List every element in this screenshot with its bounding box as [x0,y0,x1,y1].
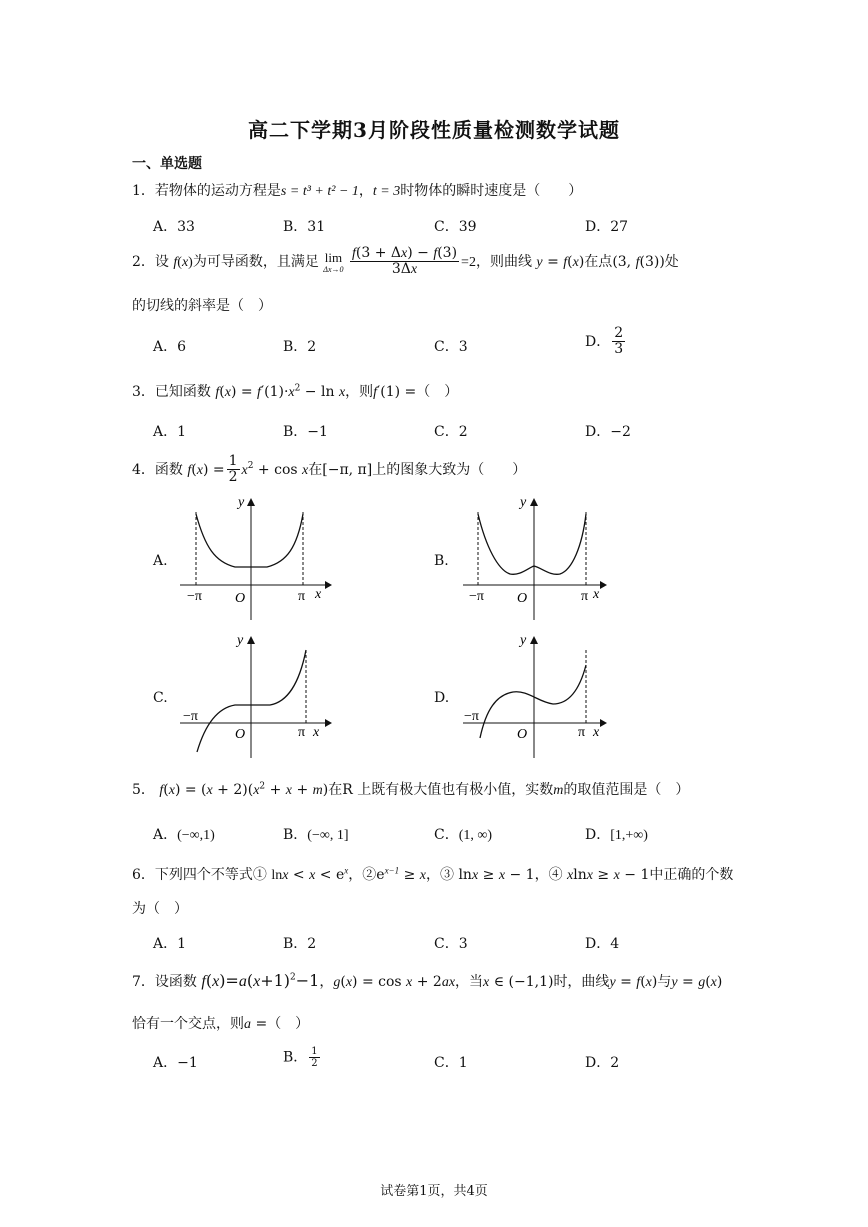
neg-pi-label: −π [187,589,202,604]
question-text: 在 [308,461,323,478]
origin-label: O [517,591,528,606]
question-number: 5． [132,782,155,798]
option-c: C．1 [434,1055,468,1071]
formula: f [215,385,220,400]
question-text: 恰有一个交点，则 [132,1016,244,1032]
question-text: 为可导函数，且满足 [192,253,319,270]
question-text: ，④ [534,867,563,883]
question-text: 为（ ） [132,901,188,917]
question-6: 6．下列四个不等式① $\ln x < x < e^x$，$②e^{x-1} \ge x$，③ lnx ≥ x − 1，④ xlnx ≥ x − 1中正确的个数 [132,865,734,883]
option-a: A．6 [153,339,187,355]
option-d: D．4 [585,936,620,952]
option-b: B．−1 [283,424,328,440]
limit-symbol: lim Δx→0 [323,249,344,274]
option-a: A．1 [153,936,187,952]
origin-label: O [517,727,528,742]
question-1 [132,180,582,200]
question-text: 时，曲线 [553,974,610,990]
question-text: 在R 上既有极大值也有极小值，实数 [328,782,554,798]
option-c: C．(1, ∞) [434,827,493,843]
option-label: D． [585,333,611,350]
axis-x-label: x [593,725,600,740]
graph-option-d-label: D. [434,690,450,706]
question-5: 5． $f(x) = (x + 2)(x^2 + x + m)$在R 上既有极大值也有极小值，实数m的取值范围是（ ） [132,781,690,798]
fraction: $\frac{2}{3}$ [614,325,624,358]
pi-label: π [298,589,306,604]
question-text: 的切线的斜率是（ ） [132,298,272,314]
question-text: 函数 [154,461,183,478]
question-text: 上的图象大致为（ ） [372,461,527,478]
question-text: ，③ [426,867,454,883]
question-number: 7． [132,974,155,990]
section-heading: 一、单选题 [132,156,202,172]
question-number: 1． [132,183,155,199]
question-3: 3．已知函数 $f(x) = f'(1)\cdot x^2 - \ln x$，则f′(1) =（ ） [132,383,459,400]
option-b: B．2 [283,936,317,952]
axis-y-label: y [520,633,527,648]
graph-a [175,492,335,622]
graph-option-c-label: C. [153,690,168,706]
question-4: 4．函数 f(x) = $\frac{1}{2}$ $x^2 + \cos x$在[−π, π]上的图象大致为（ ） [132,453,527,486]
option-label: B． [283,1049,308,1066]
option-b: B．(−∞, 1] [283,827,349,843]
option-b [283,1046,322,1069]
neg-pi-label: −π [469,589,484,604]
option-c: C．2 [434,424,468,440]
question-text: 时物体的瞬时速度是（ ） [400,183,583,199]
axis-y-label: y [520,495,527,510]
question-text: 中正确的个数 [649,867,734,883]
option-a: A．33 [153,219,195,235]
fraction: $\frac{f(3 + \Delta x) - f(3)}{3\Delta x}$ [351,245,458,278]
neg-pi-label: −π [183,709,198,724]
axis-x-label: x [593,587,600,602]
question-text: 处 [664,253,679,270]
fraction: $\frac{1}{2}$ [311,1046,318,1069]
graph-d [458,630,618,760]
option-c: C．3 [434,936,468,952]
option-d [585,326,627,358]
graph-b [458,492,618,622]
graph-option-a-label: A. [153,553,168,569]
axis-x-label: x [315,587,322,602]
page-title: 高二下学期3月阶段性质量检测数学试题 [248,118,620,142]
option-b: B．31 [283,219,326,235]
option-a: A．(−∞,1) [153,827,215,843]
pi-label: π [578,725,586,740]
pi-label: π [298,725,306,740]
axis-x-label: x [313,725,320,740]
option-b: B．2 [283,339,317,355]
question-text: 在点 [584,253,613,270]
axis-y-label: y [238,495,245,510]
question-text: （ ） [267,1016,310,1032]
question-text: 已知函数 [154,384,211,400]
question-text: ，则曲线 [475,253,532,270]
question-text: 若物体的运动方程是 [154,183,281,199]
option-d: D．−2 [585,424,631,440]
question-text: ，当 [455,974,484,990]
question-text: 的取值范围是（ ） [563,782,690,798]
page-footer: 试卷第1页，共4页 [380,1184,488,1199]
option-d: D．27 [585,219,629,235]
question-text: 设 [154,253,169,270]
question-text: 设函数 [154,974,197,990]
option-c: C．39 [434,219,477,235]
question-2: 2．设 f(x)为可导函数，且满足 lim Δx→0 $\frac{f(3 + \Delta x) - f(3)}{3\Delta x}$ =2，则曲线 y = f(x)在点(3, f(3))处 [132,245,679,278]
question-text: 下列四个不等式① [154,867,267,883]
graph-c [175,630,335,760]
option-a: A．1 [153,424,187,440]
question-7: 7．设函数 $f(x)=a(x+1)^2-1$，g(x) = cos x + 2ax，当x ∈ (−1,1)时，曲线y = f(x)与y = g(x) [132,971,723,990]
question-text: ， [358,183,373,199]
axis-y-label: y [237,633,244,648]
question-text: ，则 [345,384,374,400]
question-number: 2． [132,253,155,270]
formula: f [173,254,178,270]
option-d: D．[1,+∞) [585,827,648,843]
option-d: D．2 [585,1055,620,1071]
question-text: 与 [657,974,672,990]
question-text: ， [319,974,334,990]
pi-label: π [581,589,589,604]
question-text: ，② [348,867,377,883]
question-text: （ ） [416,384,459,400]
formula: t = 3 [372,184,401,199]
origin-label: O [235,727,246,742]
question-number: 3． [132,384,155,400]
option-c: C．3 [434,339,468,355]
question-7-line-2: 恰有一个交点，则a =（ ） [132,1016,310,1032]
neg-pi-label: −π [464,709,479,724]
origin-label: O [235,591,246,606]
option-a: A．−1 [153,1055,198,1071]
question-number: 6． [132,867,155,883]
question-number: 4． [132,461,155,478]
graph-option-b-label: B. [434,553,449,569]
formula: s = t³ + t² − 1 [280,184,359,199]
